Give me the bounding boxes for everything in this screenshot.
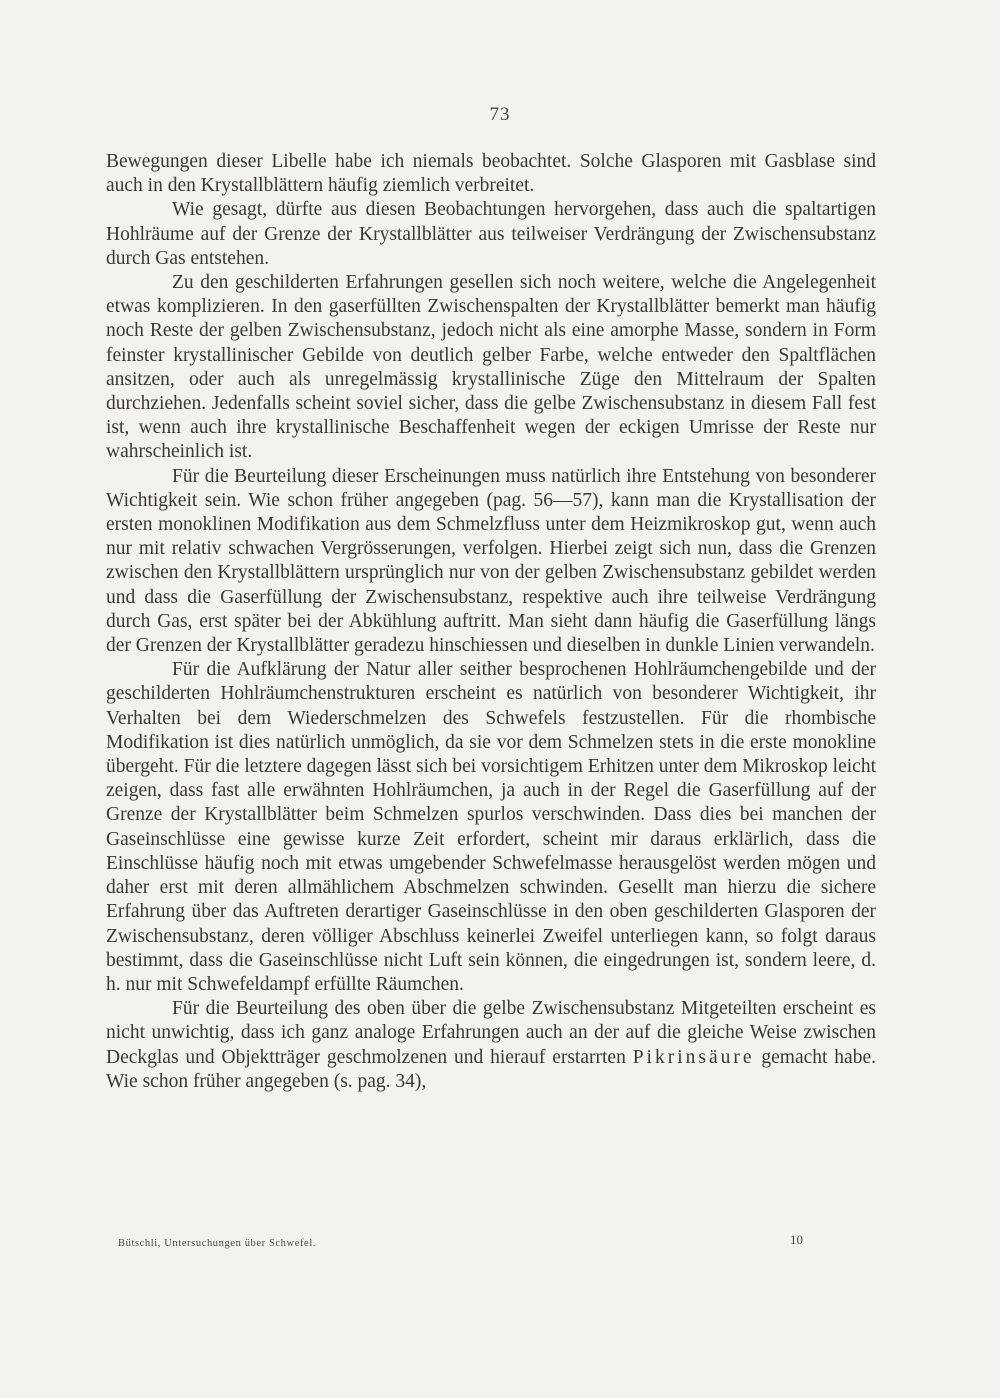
paragraph-5: Für die Aufklärung der Natur aller seither besprochenen Hohlräumchengebilde und der geschilderten Hohlräumchenstrukturen erscheint es natürlich von besonderer Wichtigkeit, ihr Verhalten bei dem Wiederschmelzen des Schwefels festzustellen. Für die rhombische Modifikation ist dies natürlich unmöglich, da sie vor dem Schmelzen stets in die erste monokline übergeht. Für die letztere dagegen lässt sich bei vorsichtigem Erhitzen unter dem Mikroskop leicht zeigen, dass fast alle erwähnten Hohlräumchen, ja auch in der Regel die Gaserfüllung auf der Grenze der Krystallblätter beim Schmelzen spurlos verschwinden. Dass dies bei manchen der Gaseinschlüsse eine gewisse kurze Zeit erfordert, scheint mir daraus erklärlich, dass die Einschlüsse häufig noch mit etwas umgebender Schwefelmasse herausgelöst werden mögen und daher erst mit deren allmählichem Abschmelzen schwinden. Gesellt man hierzu die sichere Erfahrung über das Auftreten derartiger Gaseinschlüsse in den oben geschilderten Glasporen der Zwischensubstanz, deren völliger Abschluss keinerlei Zweifel unterliegen kann, so folgt daraus bestimmt, dass die Gaseinschlüsse nicht Luft sein können, die eingedrungen ist, sondern leere, d. h. nur mit Schwefeldampf erfüllte Räumchen. <box>106 659 876 995</box>
paragraph-6 <box>106 997 876 1094</box>
running-footer: Bütschli, Untersuchungen über Schwefel. <box>118 1238 317 1249</box>
paragraph-1: Bewegungen dieser Libelle habe ich niemals beobachtet. Solche Glasporen mit Gasblase sind auch in den Krystallblättern häufig ziemlich verbreitet. <box>106 151 876 197</box>
paragraph-2: Wie gesagt, dürfte aus diesen Beobachtungen hervorgehen, dass auch die spaltartigen Hohlräume auf der Grenze der Krystallblätter aus teilweiser Verdrängung der Zwischensubstanz durch Gas entstehen. <box>106 199 876 269</box>
body-text <box>106 150 876 1094</box>
paragraph-6-text-end: gemacht habe. Wie schon früher angegeben (s. pag. 34), <box>106 1046 876 1092</box>
paragraph-4: Für die Beurteilung dieser Erscheinungen muss natürlich ihre Entstehung von besonderer Wichtigkeit sein. Wie schon früher angegeben (pag. 56—57), kann man die Krystallisation der ersten monoklinen Modifikation aus dem Schmelzfluss unter dem Heizmikroskop gut, wenn auch nur mit relativ schwachen Vergrösserungen, verfolgen. Hierbei zeigt sich nun, dass die Grenzen zwischen den Krystallblättern ursprünglich nur von der gelben Zwischensubstanz gebildet werden und dass die Gaserfüllung der Zwischensubstanz, respektive auch ihre teilweise Verdrängung durch Gas, erst später bei der Abkühlung auftritt. Man sieht dann häufig die Gaserfüllung längs der Grenzen der Krystallblätter geradezu hinschiessen und dieselben in dunkle Linien verwandeln. <box>106 465 876 657</box>
paragraph-6-text-start: Für die Beurteilung des oben über die gelbe Zwischensubstanz Mitgeteilten erscheint es nicht unwichtig, dass ich ganz analoge Erfahrungen auch an der auf die gleiche Weise zwischen Deckglas und Objektträger geschmolzenen und hierauf erstarrten <box>106 998 876 1068</box>
page-number: 73 <box>489 104 511 125</box>
spaced-term: Pikrinsäure <box>632 1046 755 1068</box>
paragraph-3: Zu den geschilderten Erfahrungen gesellen sich noch weitere, welche die Angelegenheit etwas komplizieren. In den gaserfüllten Zwischenspalten der Krystallblätter bemerkt man häufig noch Reste der gelben Zwischensubstanz, jedoch nicht als eine amorphe Masse, sondern in Form feinster krystallinischer Gebilde von deutlich gelber Farbe, welche entweder den Spaltflächen ansitzen, oder auch als unregelmässig krystallinische Züge den Mittelraum der Spalten durchziehen. Jedenfalls scheint soviel sicher, dass die gelbe Zwischensubstanz in diesem Fall fest ist, wenn auch ihre krystallinische Beschaffenheit wegen der eckigen Umrisse der Reste nur wahrscheinlich ist. <box>106 272 876 463</box>
signature-mark: 10 <box>790 1232 803 1247</box>
